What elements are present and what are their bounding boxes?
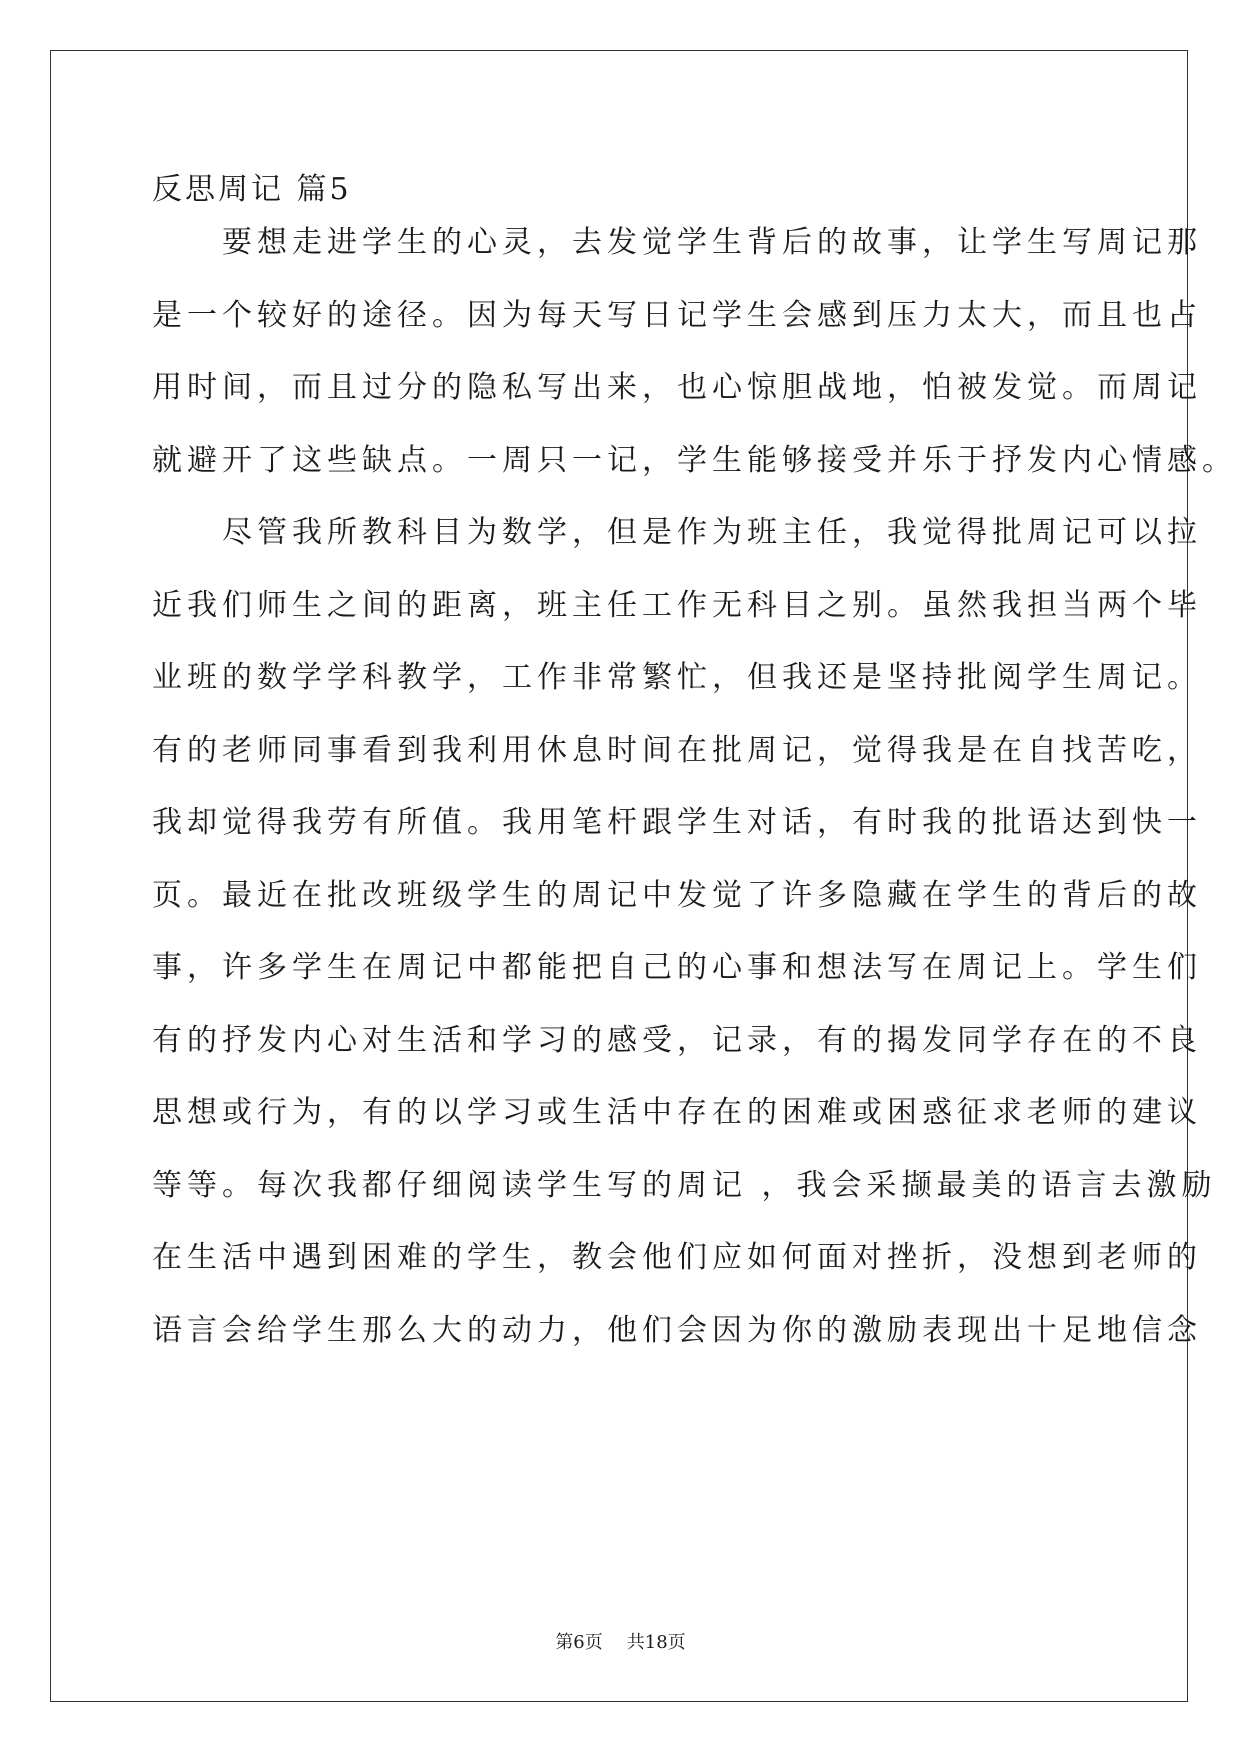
- text-line: 语言会给学生那么大的动力，他们会因为你的激励表现出十足地信念: [152, 1312, 1202, 1348]
- text-line: 思想或行为，有的以学习或生活中存在的困难或困惑征求老师的建议: [152, 1095, 1202, 1130]
- text-line: 要想走进学生的心灵，去发觉学生背后的故事，让学生写周记那: [152, 225, 1202, 260]
- text-line: 近我们师生之间的距离，班主任工作无科目之别。虽然我担当两个毕: [152, 587, 1202, 623]
- text-line: 有的抒发内心对生活和学习的感受，记录，有的揭发同学存在的不良: [152, 1022, 1202, 1058]
- current-page-label: 第6页: [555, 1632, 603, 1653]
- text-line: 事，许多学生在周记中都能把自己的心事和想法写在周记上。学生们: [152, 950, 1202, 985]
- total-pages-label: 共18页: [626, 1632, 686, 1653]
- text-line: 就避开了这些缺点。一周只一记，学生能够接受并乐于抒发内心情感。: [152, 442, 1237, 478]
- text-line: 是一个较好的途径。因为每天写日记学生会感到压力太大，而且也占: [152, 297, 1202, 333]
- text-line: 等等。每次我都仔细阅读学生写的周记 ，我会采撷最美的语言去激励: [152, 1167, 1217, 1203]
- section-title: 反思周记 篇5: [152, 172, 352, 207]
- page-footer: [0, 1631, 1241, 1655]
- text-line: 用时间，而且过分的隐私写出来，也心惊胆战地，怕被发觉。而周记: [152, 370, 1202, 405]
- text-line: 在生活中遇到困难的学生，教会他们应如何面对挫折，没想到老师的: [152, 1240, 1202, 1275]
- text-line: 尽管我所教科目为数学，但是作为班主任，我觉得批周记可以拉: [152, 515, 1202, 550]
- text-line: 页。最近在批改班级学生的周记中发觉了许多隐藏在学生的背后的故: [152, 877, 1202, 913]
- text-line: 我却觉得我劳有所值。我用笔杆跟学生对话，有时我的批语达到快一: [152, 805, 1202, 840]
- text-line: 业班的数学学科教学，工作非常繁忙，但我还是坚持批阅学生周记。: [152, 660, 1202, 695]
- text-line: 有的老师同事看到我利用休息时间在批周记，觉得我是在自找苦吃，: [152, 732, 1202, 768]
